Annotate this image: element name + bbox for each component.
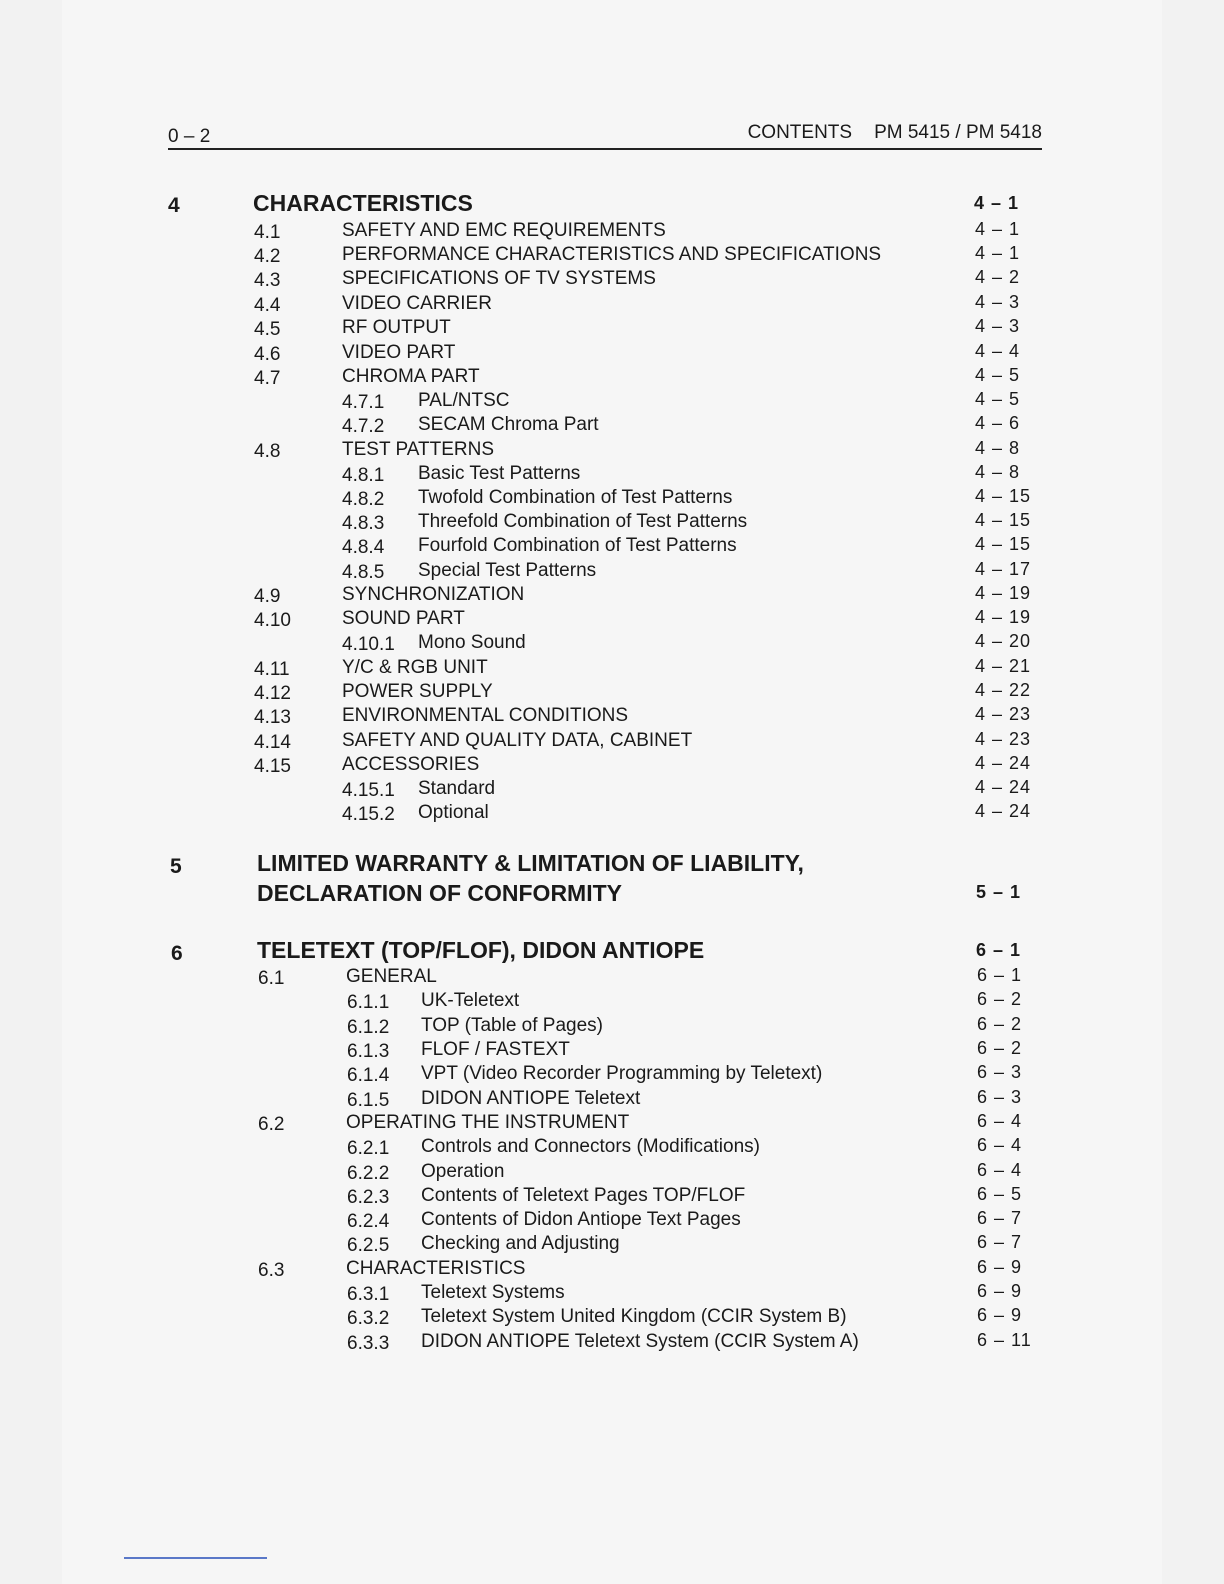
section-number: 6.1 [258,968,285,989]
subsection-number: 6.3.2 [347,1308,390,1329]
subsection-number: 6.2.2 [347,1163,390,1184]
subsection-number: 4.8.5 [342,562,385,583]
section-title: SAFETY AND EMC REQUIREMENTS [342,220,666,241]
entry-page: 4 – 15 [975,486,1032,506]
entry-page: 4 – 5 [975,389,1021,409]
subsection-number: 4.10.1 [342,634,395,655]
subsection-title: PAL/NTSC [418,390,510,411]
section-number: 6.2 [258,1114,285,1135]
chapter-title-line1: LIMITED WARRANTY & LIMITATION OF LIABILITY, [257,850,804,876]
subsection-title: Twofold Combination of Test Patterns [418,487,733,508]
subsection-title: FLOF / FASTEXT [421,1039,570,1060]
subsection-number: 6.2.1 [347,1138,390,1159]
chapter-title: CHARACTERISTICS [253,190,473,216]
entry-page: 4 – 3 [975,316,1021,336]
subsection-number: 6.3.3 [347,1333,390,1354]
entry-page: 4 – 1 [975,219,1021,239]
subsection-title: DIDON ANTIOPE Teletext System (CCIR System A) [421,1331,859,1352]
section-number: 4.13 [254,707,291,728]
header-title [726,122,1042,144]
section-number: 4.15 [254,756,291,777]
chapter-title: TELETEXT (TOP/FLOF), DIDON ANTIOPE [257,937,705,963]
entry-page: 4 – 23 [975,704,1032,724]
entry-page: 4 – 19 [975,583,1032,603]
entry-page: 4 – 2 [975,267,1021,287]
entry-page: 6 – 4 [977,1135,1023,1155]
chapter-number: 4 [168,194,180,217]
subsection-number: 4.15.1 [342,780,395,801]
subsection-title: Checking and Adjusting [421,1233,620,1254]
subsection-title: VPT (Video Recorder Programming by Teletext) [421,1063,823,1084]
entry-page: 4 – 23 [975,729,1032,749]
chapter-page: 4 – 1 [974,193,1020,213]
subsection-title: Teletext System United Kingdom (CCIR System B) [421,1306,847,1327]
entry-page: 4 – 4 [975,341,1021,361]
entry-page: 4 – 15 [975,534,1032,554]
subsection-title: Threefold Combination of Test Patterns [418,511,748,532]
section-title: RF OUTPUT [342,317,451,338]
entry-page: 6 – 3 [977,1087,1023,1107]
section-title: SYNCHRONIZATION [342,584,525,605]
section-number: 4.14 [254,732,291,753]
entry-page: 4 – 24 [975,801,1032,821]
subsection-number: 6.2.5 [347,1235,390,1256]
chapter-page: 5 – 1 [976,882,1022,902]
entry-page: 4 – 15 [975,510,1032,530]
section-number: 4.3 [254,270,281,291]
section-title: CHARACTERISTICS [346,1258,526,1279]
entry-page: 4 – 8 [975,438,1021,458]
section-number: 4.11 [254,659,290,680]
chapter-number: 6 [171,942,183,965]
entry-page: 6 – 9 [977,1281,1023,1301]
entry-page: 4 – 8 [975,462,1021,482]
entry-page: 4 – 17 [975,559,1032,579]
entry-page: 6 – 2 [977,989,1023,1009]
chapter-number: 5 [170,855,182,878]
entry-page: 6 – 5 [977,1184,1023,1204]
entry-page: 6 – 7 [977,1232,1023,1252]
entry-page: 4 – 22 [975,680,1032,700]
entry-page: 6 – 9 [977,1305,1023,1325]
entry-page: 6 – 7 [977,1208,1023,1228]
subsection-title: Contents of Teletext Pages TOP/FLOF [421,1185,746,1206]
entry-page: 6 – 11 [977,1330,1032,1350]
entry-page: 4 – 24 [975,753,1032,773]
subsection-title: Contents of Didon Antiope Text Pages [421,1209,741,1230]
section-title: VIDEO CARRIER [342,293,492,314]
entry-page: 4 – 3 [975,292,1021,312]
chapter-title-line2: DECLARATION OF CONFORMITY [257,880,622,906]
section-title: PERFORMANCE CHARACTERISTICS AND SPECIFICATIONS [342,244,882,265]
page-header [168,120,1042,150]
subsection-number: 6.1.2 [347,1017,390,1038]
subsection-title: Operation [421,1161,505,1182]
header-section: CONTENTS [747,122,853,143]
section-number: 4.7 [254,368,281,389]
entry-page: 4 – 21 [975,656,1032,676]
section-title: CHROMA PART [342,366,480,387]
section-title: SOUND PART [342,608,465,629]
section-number: 4.12 [254,683,291,704]
entry-page: 4 – 19 [975,607,1032,627]
section-title: SAFETY AND QUALITY DATA, CABINET [342,730,693,751]
entry-page: 4 – 20 [975,631,1032,651]
subsection-title: Special Test Patterns [418,560,597,581]
subsection-number: 6.2.3 [347,1187,390,1208]
section-number: 4.1 [254,222,281,243]
section-number: 4.2 [254,246,281,267]
subsection-number: 6.1.1 [347,992,390,1013]
section-title: POWER SUPPLY [342,681,493,702]
section-number: 4.9 [254,586,281,607]
subsection-title: Controls and Connectors (Modifications) [421,1136,760,1157]
section-title: TEST PATTERNS [342,439,495,460]
section-number: 4.4 [254,295,281,316]
subsection-title: Standard [418,778,496,799]
chapter-page: 6 – 1 [976,940,1022,960]
footer-rule [124,1557,267,1559]
subsection-title: Fourfold Combination of Test Patterns [418,535,737,556]
entry-page: 6 – 2 [977,1038,1023,1058]
subsection-number: 4.8.2 [342,489,385,510]
section-number: 4.10 [254,610,291,631]
section-title: GENERAL [346,966,437,987]
section-title: VIDEO PART [342,342,456,363]
entry-page: 4 – 6 [975,413,1021,433]
entry-page: 4 – 5 [975,365,1021,385]
entry-page: 4 – 1 [975,243,1021,263]
subsection-title: TOP (Table of Pages) [421,1015,604,1036]
section-number: 6.3 [258,1260,285,1281]
entry-page: 6 – 9 [977,1257,1023,1277]
section-title: SPECIFICATIONS OF TV SYSTEMS [342,268,656,289]
section-number: 4.6 [254,344,281,365]
entry-page: 6 – 1 [977,965,1023,985]
subsection-number: 4.8.4 [342,537,385,558]
subsection-number: 4.15.2 [342,804,395,825]
subsection-title: SECAM Chroma Part [418,414,599,435]
section-number: 4.8 [254,441,281,462]
subsection-number: 6.2.4 [347,1211,390,1232]
subsection-number: 6.1.3 [347,1041,390,1062]
subsection-number: 4.7.2 [342,416,385,437]
entry-page: 6 – 2 [977,1014,1023,1034]
page-number: 0 – 2 [168,126,211,147]
section-title: ENVIRONMENTAL CONDITIONS [342,705,629,726]
subsection-number: 6.1.4 [347,1065,390,1086]
subsection-number: 4.7.1 [342,392,385,413]
subsection-number: 6.3.1 [347,1284,390,1305]
subsection-title: UK-Teletext [421,990,520,1011]
section-title: Y/C & RGB UNIT [342,657,488,678]
entry-page: 4 – 24 [975,777,1032,797]
subsection-number: 6.1.5 [347,1090,390,1111]
subsection-title: DIDON ANTIOPE Teletext [421,1088,641,1109]
subsection-title: Optional [418,802,489,823]
subsection-number: 4.8.1 [342,465,385,486]
section-number: 4.5 [254,319,281,340]
entry-page: 6 – 4 [977,1111,1023,1131]
subsection-title: Mono Sound [418,632,526,653]
subsection-number: 4.8.3 [342,513,385,534]
section-title: ACCESSORIES [342,754,480,775]
entry-page: 6 – 3 [977,1062,1023,1082]
subsection-title: Basic Test Patterns [418,463,581,484]
section-title: OPERATING THE INSTRUMENT [346,1112,630,1133]
subsection-title: Teletext Systems [421,1282,565,1303]
entry-page: 6 – 4 [977,1160,1023,1180]
header-model: PM 5415 / PM 5418 [874,122,1042,143]
